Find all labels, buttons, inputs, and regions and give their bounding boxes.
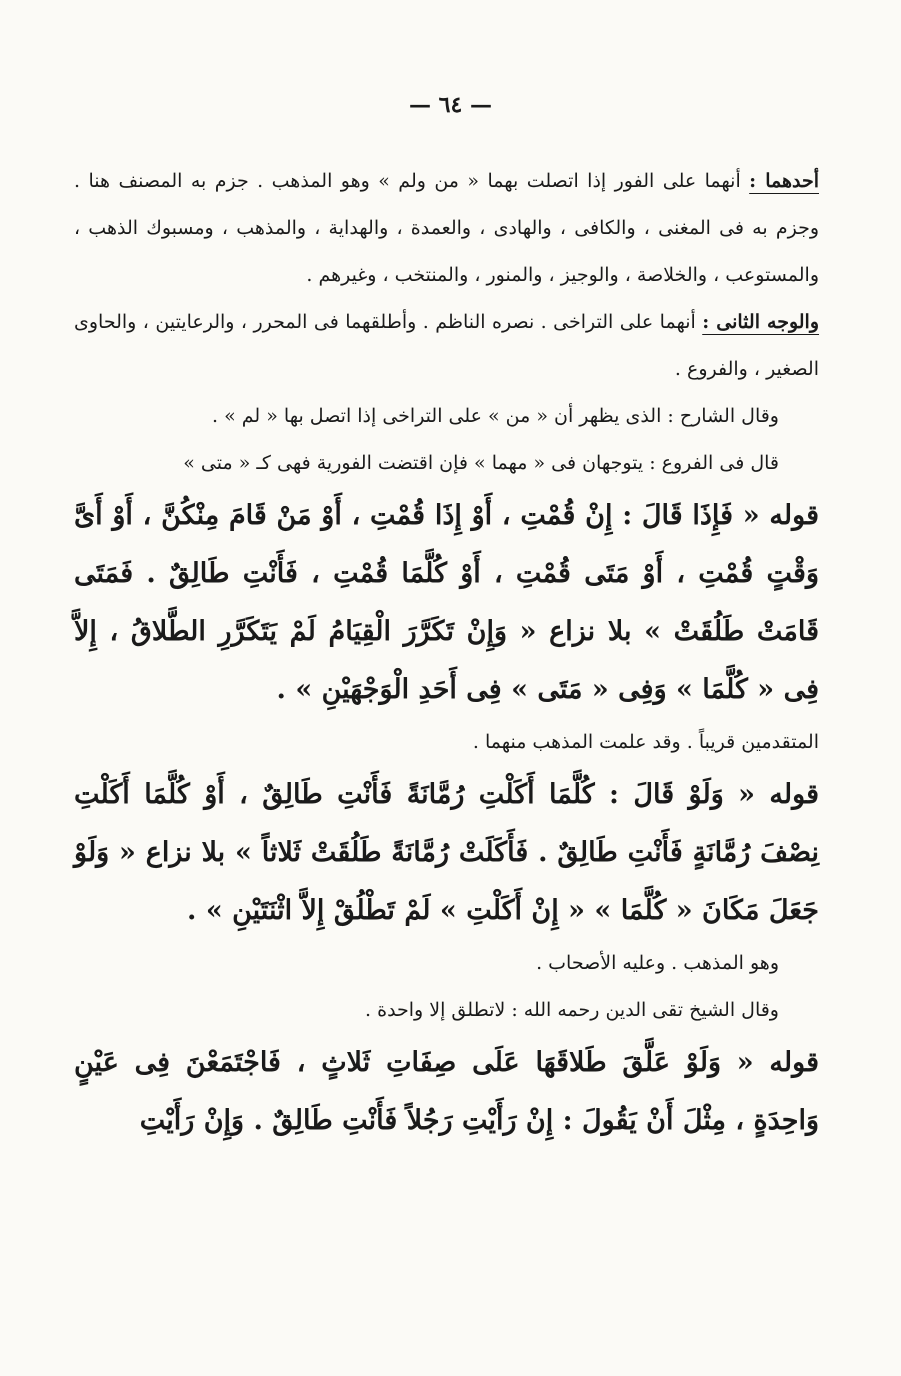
paragraph-5 [74, 487, 819, 719]
paragraph-text: وقال الشيخ تقى الدين رحمه الله : لاتطلق إلا واحدة . [365, 999, 779, 1021]
paragraph-3 [74, 393, 819, 440]
paragraph-2 [74, 299, 819, 393]
paragraph-7 [74, 766, 819, 940]
paragraph-text: المتقدمين قريباً . وقد علمت المذهب منهما . [472, 731, 819, 753]
paragraph-lead: أحدهما : [749, 170, 819, 192]
paragraph-text: قوله « وَلَوْ عَلَّقَ طَلاقَهَا عَلَى صِفَاتِ ثَلاثٍ ، فَاجْتَمَعْنَ فِى عَيْنٍ وَاحِدَةٍ ، مِثْلَ أَنْ يَقُولَ : إِنْ رَأَيْتِ رَجُلاً فَأَنْتِ طَالِقٌ . وَإِنْ رَأَيْتِ [74, 1047, 819, 1136]
paragraph-4 [74, 440, 819, 487]
body-text [74, 158, 819, 1150]
paragraph-text: أنهما على الفور إذا اتصلت بهما « من ولم » وهو المذهب . جزم به المصنف هنا . وجزم به فى المغنى ، والكافى ، والهادى ، والعمدة ، والهداية ، والمذهب ، ومسبوك الذهب ، والمستوعب ، والخلاصة ، والوجيز ، والمنور ، والمنتخب ، وغيرهم . [74, 170, 819, 286]
paragraph-9 [74, 987, 819, 1034]
paragraph-1 [74, 158, 819, 299]
paragraph-text: أنهما على التراخى . نصره الناظم . وأطلقهما فى المحرر ، والرعايتين ، والحاوى الصغير ، والفروع . [74, 311, 819, 380]
paragraph-10 [74, 1034, 819, 1150]
paragraph-text: وهو المذهب . وعليه الأصحاب . [536, 952, 779, 974]
paragraph-text: قوله « فَإِذَا قَالَ : إِنْ قُمْتِ ، أَوْ إِذَا قُمْتِ ، أَوْ مَنْ قَامَ مِنْكُنَّ ، أَوْ أَىَّ وَقْتٍ قُمْتِ ، أَوْ مَتَى قُمْتِ ، أَوْ كُلَّمَا قُمْتِ ، فَأَنْتِ طَالِقٌ . فَمَتَى قَامَتْ طَلُقَتْ » بلا نزاع « وَإِنْ تَكَرَّرَ الْقِيَامُ لَمْ يَتَكَرَّرِ الطَّلاقُ ، إِلاَّ فِى « كُلَّمَا » وَفِى « مَتَى » فِى أَحَدِ الْوَجْهَيْنِ » . [74, 500, 819, 705]
paragraph-lead: والوجه الثانى : [702, 311, 820, 333]
paragraph-6 [74, 719, 819, 766]
paragraph-8 [74, 940, 819, 987]
paragraph-text: قال فى الفروع : يتوجهان فى « مهما » فإن اقتضت الفورية فهى كـ « متى » [183, 452, 779, 474]
paragraph-text: قوله « وَلَوْ قَالَ : كُلَّمَا أَكَلْتِ رُمَّانَةً فَأَنْتِ طَالِقٌ ، أَوْ كُلَّمَا أَكَلْتِ نِصْفَ رُمَّانَةٍ فَأَنْتِ طَالِقٌ . فَأَكَلَتْ رُمَّانَةً طَلُقَتْ ثَلاثاً » بلا نزاع « وَلَوْ جَعَلَ مَكَانَ « كُلَّمَا » « إِنْ أَكَلْتِ » لَمْ تَطْلُقْ إِلاَّ اثْنَتَيْنِ » . [74, 779, 819, 926]
page-number: — ٦٤ — [409, 92, 492, 118]
paragraph-text: وقال الشارح : الذى يظهر أن « من » على التراخى إذا اتصل بها « لم » . [212, 405, 779, 427]
